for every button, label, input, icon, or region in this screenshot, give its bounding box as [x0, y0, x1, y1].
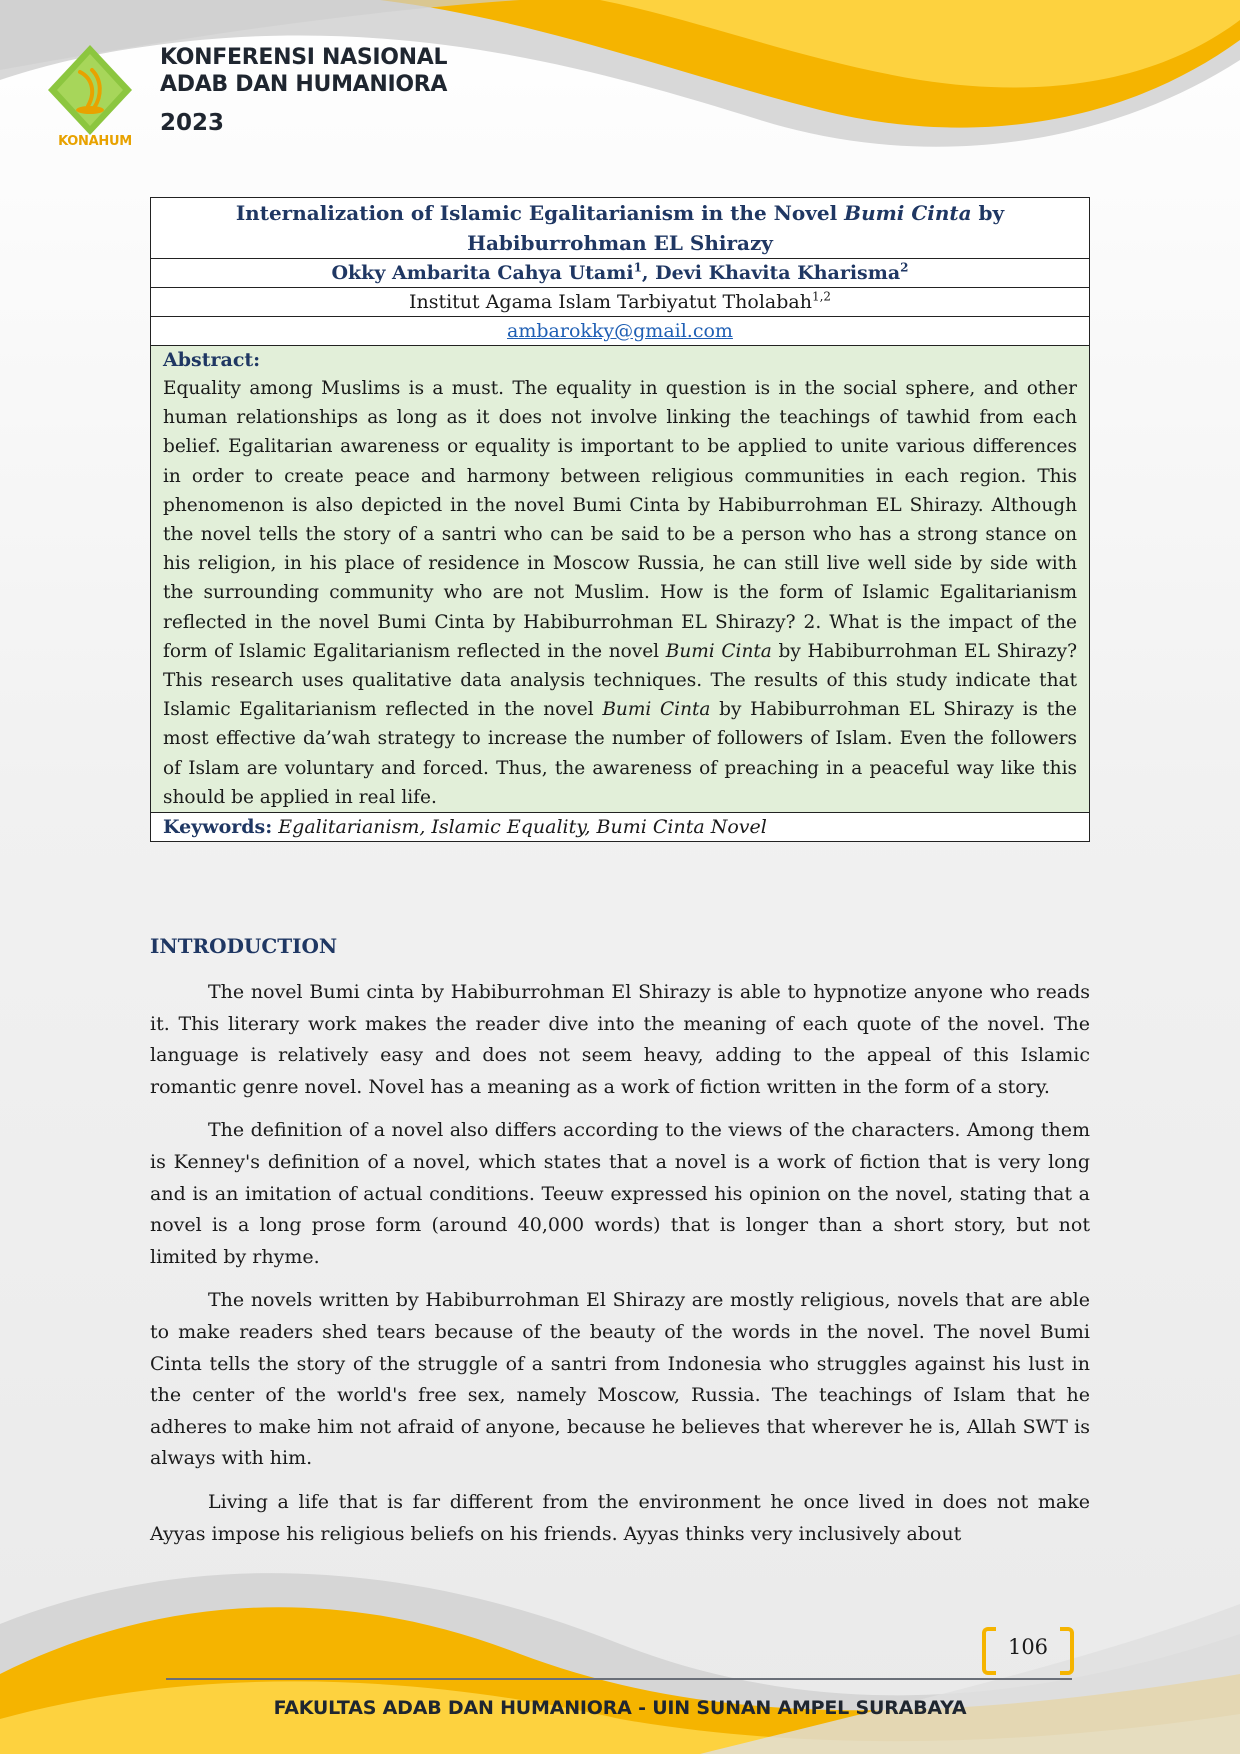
introduction-heading: INTRODUCTION: [150, 934, 338, 958]
abstract-segment-2: by Habiburrohman EL Shirazy? This research uses qualitative data analysis techniques. The results of this study indicate that Islamic Egalitarianism reflected in the novel: [163, 640, 1077, 721]
abstract-text: [163, 374, 1077, 812]
conference-title-line1: KONFERENSI NASIONAL: [160, 45, 448, 70]
intro-paragraph: The definition of a novel also differs according to the views of the characters. Among them is Kenney's definition of a novel, which states that a novel is a work of fiction that is very long and is an imitation of actual conditions. Teeuw expressed his opinion on the novel, stating that a novel is a long prose form (around 40,000 words) that is longer than a short story, but not limited by rhyme.: [150, 1119, 1090, 1268]
abstract-heading: Abstract:: [163, 349, 261, 371]
keywords-cell: [151, 813, 1090, 842]
page-number-box: [982, 1627, 1074, 1673]
author-1: Okky Ambarita Cahya Utami: [331, 262, 634, 284]
paper-email-cell: [151, 317, 1090, 346]
introduction-body: [150, 977, 1090, 1562]
abstract-segment-3: by Habiburrohman EL Shirazy is the most effective da’wah strategy to increase the number of followers of Islam. Even the followers of Islam are voluntary and forced. Thus, the awareness of preaching in a peaceful way like this should be applied in real life.: [163, 699, 1077, 808]
intro-paragraph: The novels written by Habiburrohman El Shirazy are mostly religious, novels that are able to make readers shed tears because of the beauty of the words in the novel. The novel Bumi Cinta tells the story of the struggle of a santri from Indonesia who struggles against his lust in the center of the world's free sex, namely Moscow, Russia. The teachings of Islam that he adheres to make him not afraid of anyone, because he believes that wherever he is, Allah SWT is always with him.: [150, 1289, 1090, 1470]
footer-divider: [166, 1678, 1072, 1680]
intro-paragraph: Living a life that is far different from the environment he once lived in does not make Ayyas impose his religious beliefs on his friends. Ayyas thinks very inclusively about: [150, 1490, 1090, 1545]
keywords-text: Egalitarianism, Islamic Equality, Bumi Cinta Novel: [272, 816, 767, 839]
paper-title: [151, 198, 1090, 259]
title-line2: Habiburrohman EL Shirazy: [467, 231, 773, 255]
abstract-cell: [151, 346, 1090, 813]
email-link[interactable]: ambarokky@gmail.com: [507, 320, 733, 342]
conference-title: [160, 44, 447, 98]
conference-year: 2023: [160, 110, 225, 136]
abstract-italic-2: Bumi Cinta: [602, 699, 711, 721]
institution-affiliation: 1,2: [811, 289, 832, 304]
abstract-segment-1: Equality among Muslims is a must. The equality in question is in the social sphere, and other human relationships as long as it does not involve linking the teachings of tawhid from each belief. Egalitarian awareness or equality is important to be applied to unite various differences in order to create peace and harmony between religious communities in each region. This phenomenon is also depicted in the novel Bumi Cinta by Habiburrohman EL Shirazy. Although the novel tells the story of a santri who can be said to be a person who has a strong stance on his religion, in his place of residence in Moscow Russia, he can still live well side by side with the surrounding community who are not Muslim. How is the form of Islamic Egalitarianism reflected in the novel Bumi Cinta by Habiburrohman EL Shirazy? 2. What is the impact of the form of Islamic Egalitarianism reflected in the novel: [163, 378, 1077, 662]
title-italic: Bumi Cinta: [844, 201, 972, 225]
title-part2: by: [971, 201, 1005, 225]
institution-name: Institut Agama Islam Tarbiyatut Tholabah: [408, 291, 812, 313]
author-2-affiliation: 2: [900, 260, 909, 275]
paper-authors: [151, 259, 1090, 288]
conference-title-line2: ADAB DAN HUMANIORA: [160, 72, 448, 97]
author-1-affiliation: 1: [633, 260, 642, 275]
page-number: 106: [1007, 1635, 1049, 1659]
paper-header-table: [150, 197, 1090, 842]
intro-paragraph: The novel Bumi cinta by Habiburrohman El Shirazy is able to hypnotize anyone who reads it. This literary work makes the reader dive into the meaning of each quote of the novel. The language is relatively easy and does not seem heavy, adding to the appeal of this Islamic romantic genre novel. Novel has a meaning as a work of fiction written in the form of a story.: [150, 981, 1090, 1098]
keywords-label: Keywords:: [163, 816, 273, 839]
title-part1: Internalization of Islamic Egalitarianism in the Novel: [235, 201, 845, 225]
abstract-italic-1: Bumi Cinta: [665, 640, 772, 662]
author-2: Devi Khavita Kharisma: [655, 262, 901, 284]
author-separator: ,: [641, 262, 656, 284]
logo-caption: KONAHUM: [58, 134, 132, 149]
paper-institution: [151, 288, 1090, 317]
footer-text: FAKULTAS ADAB DAN HUMANIORA - UIN SUNAN AMPEL SURABAYA: [273, 1697, 967, 1719]
